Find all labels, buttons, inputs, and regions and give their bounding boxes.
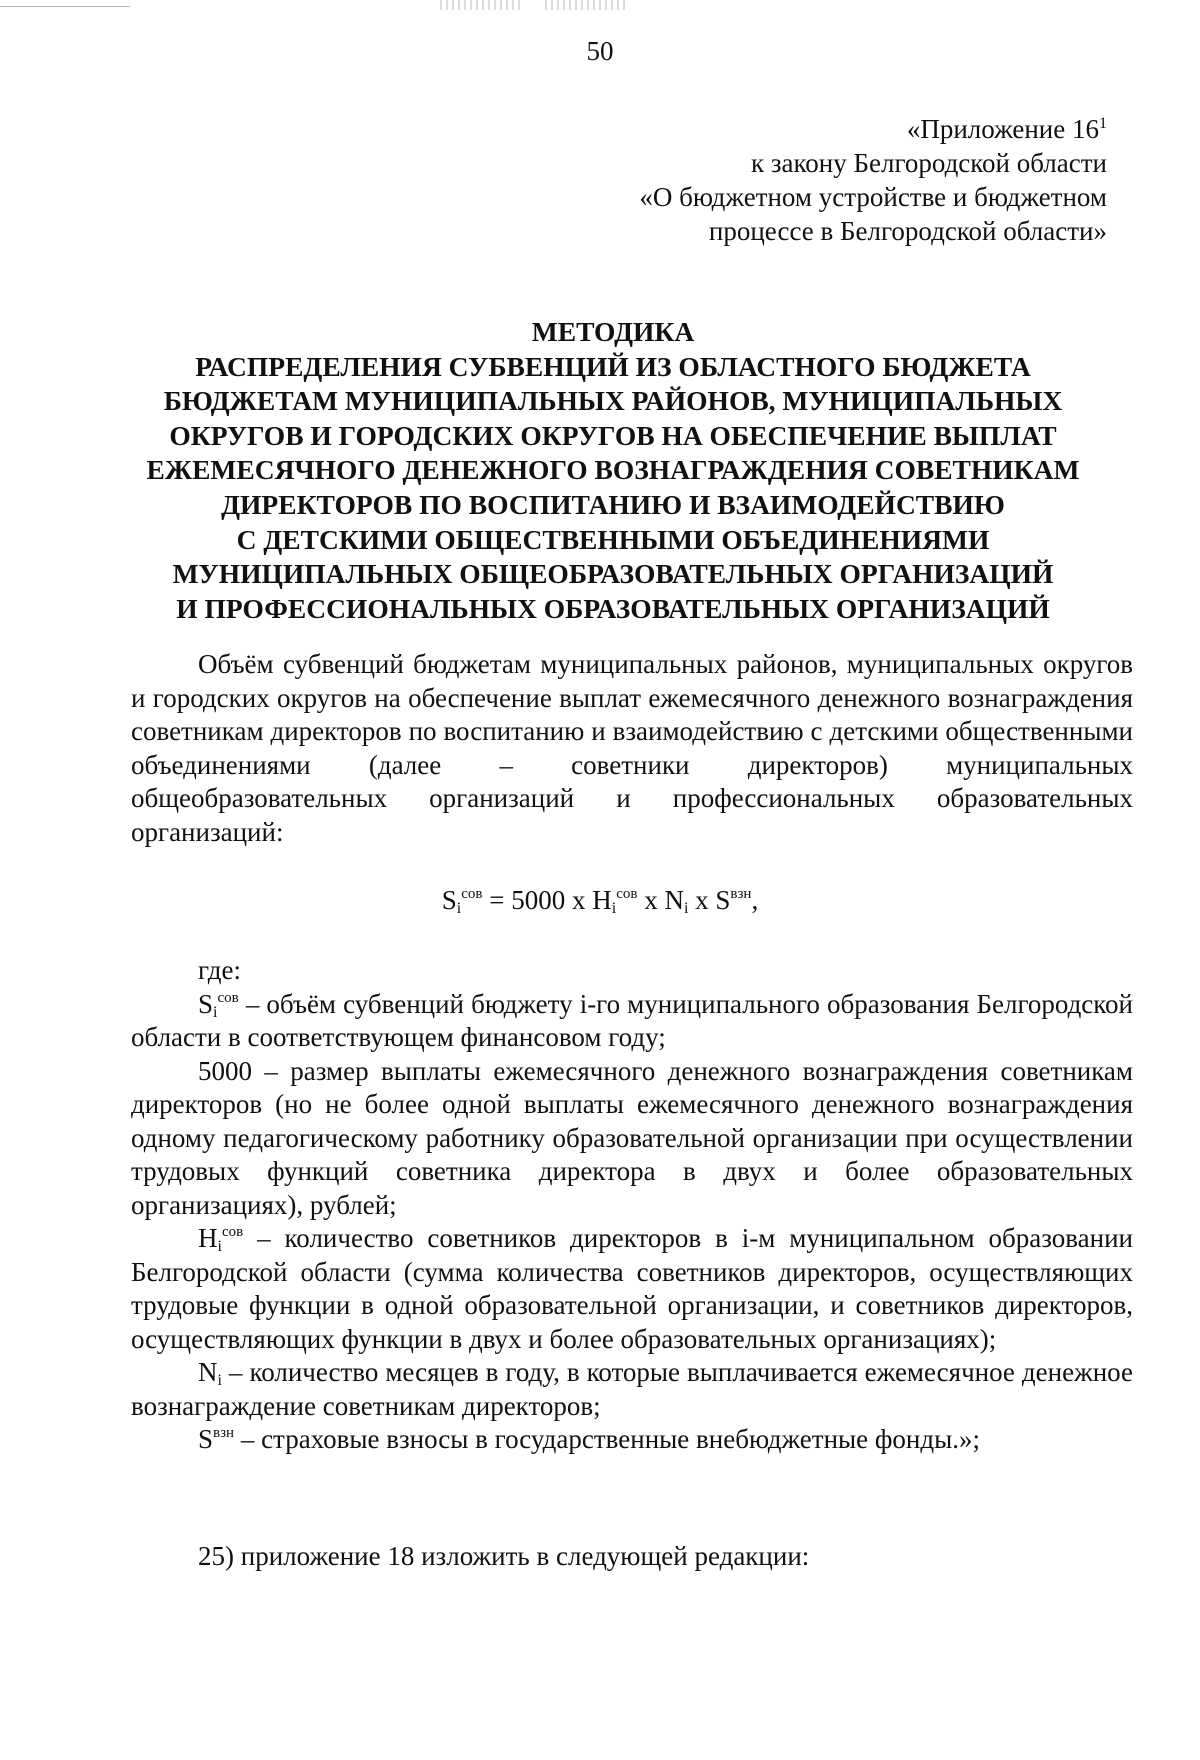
title-line: МЕТОДИКА xyxy=(531,316,695,347)
title-line: БЮДЖЕТАМ МУНИЦИПАЛЬНЫХ РАЙОНОВ, МУНИЦИПАЛЬНЫХ xyxy=(163,385,1063,417)
page-number: 50 xyxy=(586,36,614,66)
title-line: ЕЖЕМЕСЯЧНОГО ДЕНЕЖНОГО ВОЗНАГРАЖДЕНИЯ СОВЕТНИКАМ xyxy=(146,454,1080,486)
appendix-reference xyxy=(639,112,1107,248)
where-label: где: xyxy=(198,955,241,985)
appendix-line-3: «О бюджетном устройстве и бюджетном xyxy=(639,182,1107,212)
title-line: ДИРЕКТОРОВ ПО ВОСПИТАНИЮ И ВЗАИМОДЕЙСТВИЮ xyxy=(221,488,1005,520)
definition-5000: 5000 – размер выплаты ежемесячного денежного вознаграждения советникам директоров (но не более одной выплаты ежемесячного денежного вознаграждения одному педагогическому работнику образовательной организации при осуществлении трудовых функций советника директора в двух и более образовательных организациях), рублей; xyxy=(131,1055,1133,1220)
title-line: РАСПРЕДЕЛЕНИЯ СУБВЕНЦИЙ ИЗ ОБЛАСТНОГО БЮДЖЕТА xyxy=(195,350,1031,382)
appendix-line-1: «Приложение $16^1$ xyxy=(906,114,1107,144)
appendix-line-4: процессе в Белгородской области» xyxy=(708,216,1107,246)
document-title xyxy=(110,315,1116,626)
scan-edge-line xyxy=(0,6,130,7)
intro-paragraph-block xyxy=(131,648,1133,849)
definition-s-sov: $S_i^{сов}$ – объём субвенций бюджету i-го муниципального образования Белгородской области в соответствующем финансовом году; xyxy=(131,988,1133,1052)
appendix-line-2: к закону Белгородской области xyxy=(751,148,1107,178)
formula: $S_i^{сов} = 5000$ x $H_i^{сов}$ x $N_i$ x $S^{взн}$, xyxy=(441,885,759,917)
definition-s-vzn: $S^{взн}$ – страховые взносы в государственные внебюджетные фонды.»; xyxy=(198,1424,980,1454)
definition-h-sov: $H_i^{сов}$ – количество советников директоров в i-м муниципальном образовании Белгородской области (сумма количества советников директоров, осуществляющих трудовые функции в одной образовательной организации, и советников директоров, осуществляющих функции в двух и более образовательных организациях); xyxy=(131,1223,1133,1354)
title-line: МУНИЦИПАЛЬНЫХ ОБЩЕОБРАЗОВАТЕЛЬНЫХ ОРГАНИЗАЦИЙ xyxy=(172,558,1054,590)
definition-n: $N_i$ – количество месяцев в году, в которые выплачивается ежемесячное денежное вознаграждение советникам директоров; xyxy=(131,1357,1133,1421)
title-line: И ПРОФЕССИОНАЛЬНЫХ ОБРАЗОВАТЕЛЬНЫХ ОРГАНИЗАЦИЙ xyxy=(176,592,1050,624)
definitions-block xyxy=(131,954,1133,1457)
scan-artifact xyxy=(545,0,625,10)
scan-artifact xyxy=(440,0,520,10)
amendment-block xyxy=(131,1540,1133,1574)
amendment-item-25: 25) приложение 18 изложить в следующей редакции: xyxy=(198,1541,810,1571)
title-line: ОКРУГОВ И ГОРОДСКИХ ОКРУГОВ НА ОБЕСПЕЧЕНИЕ ВЫПЛАТ xyxy=(169,419,1057,451)
title-line: С ДЕТСКИМИ ОБЩЕСТВЕННЫМИ ОБЪЕДИНЕНИЯМИ xyxy=(236,523,990,555)
intro-paragraph: Объём субвенций бюджетам муниципальных районов, муниципальных округов и городских округов на обеспечение выплат ежемесячного денежного вознаграждения советникам директоров по воспитанию и взаимодействию с детскими общественными объединениями (далее – советники директоров) муниципальных общеобразовательных организаций и профессиональных образовательных организаций: xyxy=(131,649,1133,847)
